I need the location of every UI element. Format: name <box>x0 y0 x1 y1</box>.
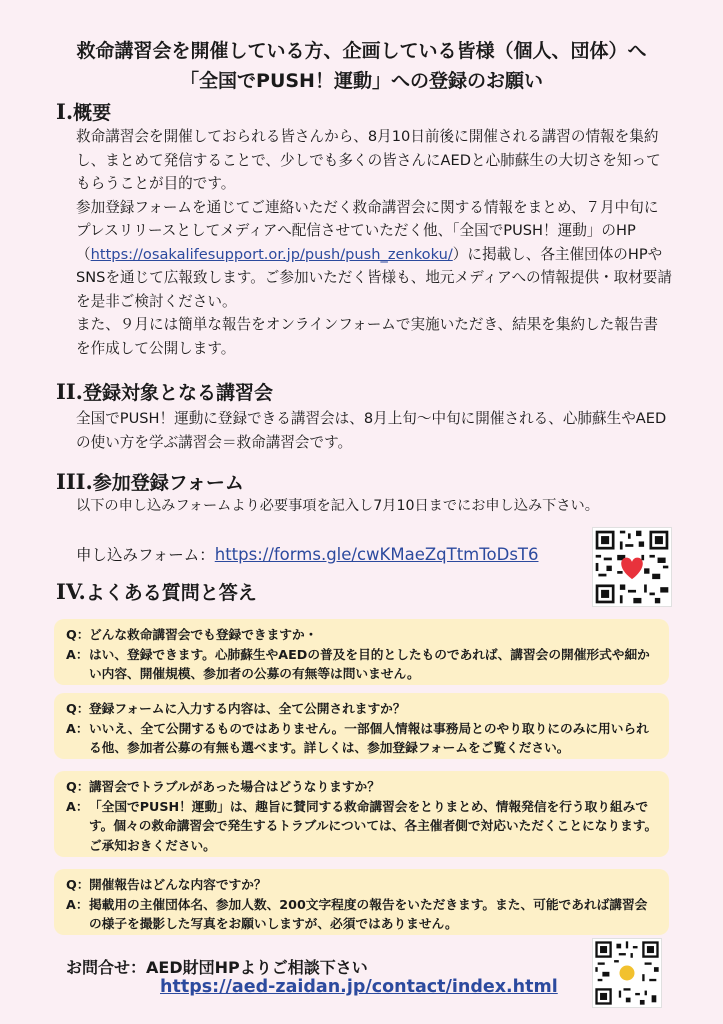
title-line-2: 「全国でPUSH！運動」への登録のお願い <box>180 70 543 92</box>
section-title: 概要 <box>73 102 112 124</box>
target-body <box>76 407 672 454</box>
faq-item <box>54 869 669 935</box>
section-heading-faq <box>56 580 257 605</box>
section-title: 参加登録フォーム <box>92 472 244 494</box>
contact-label: お問合せ：AED財団HPよりご相談下さい <box>66 958 368 977</box>
faq-item <box>54 619 669 685</box>
answer-label: A： <box>66 798 89 814</box>
faq-item <box>54 771 669 857</box>
answer-label: A： <box>66 646 89 662</box>
question-text: 登録フォームに入力する内容は、全て公開されますか？ <box>89 701 406 716</box>
qr-code-icon <box>593 939 661 1007</box>
question-label: Q： <box>66 779 90 794</box>
section-heading-target <box>56 380 273 405</box>
section-title: よくある質問と答え <box>85 582 257 604</box>
answer-text: いいえ、全て公開するものではありません。一部個人情報は事務局とのやり取りにのみに用いられる他、参加者公募の有無も選べます。詳しくは、参加登録フォームをご覧ください。 <box>89 720 649 755</box>
section-title: 登録対象となる講習会 <box>82 382 273 404</box>
overview-paragraph-3: また、９月には簡単な報告をオンラインフォームで実施いただき、結果を集約した報告書を作成して公開します。 <box>76 316 659 357</box>
answer-label: A： <box>66 896 89 912</box>
contact-url-link[interactable]: https://aed-zaidan.jp/contact/index.html <box>160 977 558 997</box>
section-heading-overview <box>56 100 111 125</box>
answer-text: 掲載用の主催団体名、参加人数、200文字程度の報告をいただきます。また、可能であれば講習会の様子を撮影した写真をお願いしますが、必須ではありません。 <box>89 896 648 931</box>
form-label: 申し込みフォーム： <box>76 546 215 564</box>
overview-paragraph-1: 救命講習会を開催しておられる皆さんから、8月10日前後に開催される講習の情報を集約し、まとめて発信することで、少しでも多くの皆さんにAEDと心肺蘇生の大切さを知ってもらうことが目的です。 <box>76 128 661 192</box>
question-text: どんな救命講習会でも登録できますか・ <box>89 627 318 642</box>
contact-qr-code[interactable] <box>592 938 662 1008</box>
form-body <box>76 495 696 519</box>
question-label: Q： <box>66 701 90 716</box>
overview-body <box>76 125 672 360</box>
section-number: III. <box>56 469 93 494</box>
section-number: II. <box>56 379 83 404</box>
form-link-line <box>76 543 539 565</box>
qr-code-icon <box>593 528 671 606</box>
title-line-1: 救命講習会を開催している方、企画している皆様（個人、団体）へ <box>76 40 647 62</box>
question-text: 開催報告はどんな内容ですか？ <box>89 877 267 892</box>
section-number: IV. <box>56 579 86 604</box>
push-zenkoku-link[interactable]: https://osakalifesupport.or.jp/push/push_zenkoku/ <box>90 245 453 263</box>
faq-item <box>54 693 669 759</box>
form-paragraph: 以下の申し込みフォームより必要事項を記入し7月10日までにお申し込み下さい。 <box>76 498 599 514</box>
section-number: I. <box>56 99 74 124</box>
section-heading-form <box>56 470 244 495</box>
target-paragraph: 全国でPUSH！運動に登録できる講習会は、8月上旬～中旬に開催される、心肺蘇生やAEDの使い方を学ぶ講習会＝救命講習会です。 <box>76 410 667 451</box>
question-label: Q： <box>66 877 90 892</box>
logo-center-icon <box>619 965 634 980</box>
question-label: Q： <box>66 627 90 642</box>
answer-text: はい、登録できます。心肺蘇生やAEDの普及を目的としたものであれば、講習会の開催形式や細かい内容、開催規模、参加者の公募の有無等は問いません。 <box>89 646 650 681</box>
page-title <box>20 36 703 96</box>
answer-label: A： <box>66 720 89 736</box>
answer-text: 「全国でPUSH！運動」は、趣旨に賛同する救命講習会をとりまとめ、情報発信を行う取り組みです。個々の救命講習会で発生するトラブルについては、各主催者側で対応いただくことになります。ご承知おきください。 <box>89 798 658 853</box>
form-url-link[interactable]: https://forms.gle/cwKMaeZqTtmToDsT6 <box>214 545 539 564</box>
overview-paragraph-2: 参加登録フォームを通じてご連絡いただく救命講習会に関する情報をまとめ、７月中旬にプレスリリースとしてメディアへ配信させていただく他、「全国でPUSH！運動」のHP（https://osakalifesupport.or.jp/push/push_zenkoku/）に掲載し、各主催団体のHPやSNSを通じて広報致します。ご参加いただく皆様も、地元メディアへの情報提供・取材要請を是非ご検討ください。 <box>76 198 672 310</box>
form-qr-code[interactable] <box>592 527 672 607</box>
question-text: 講習会でトラブルがあった場合はどうなりますか？ <box>89 779 380 794</box>
